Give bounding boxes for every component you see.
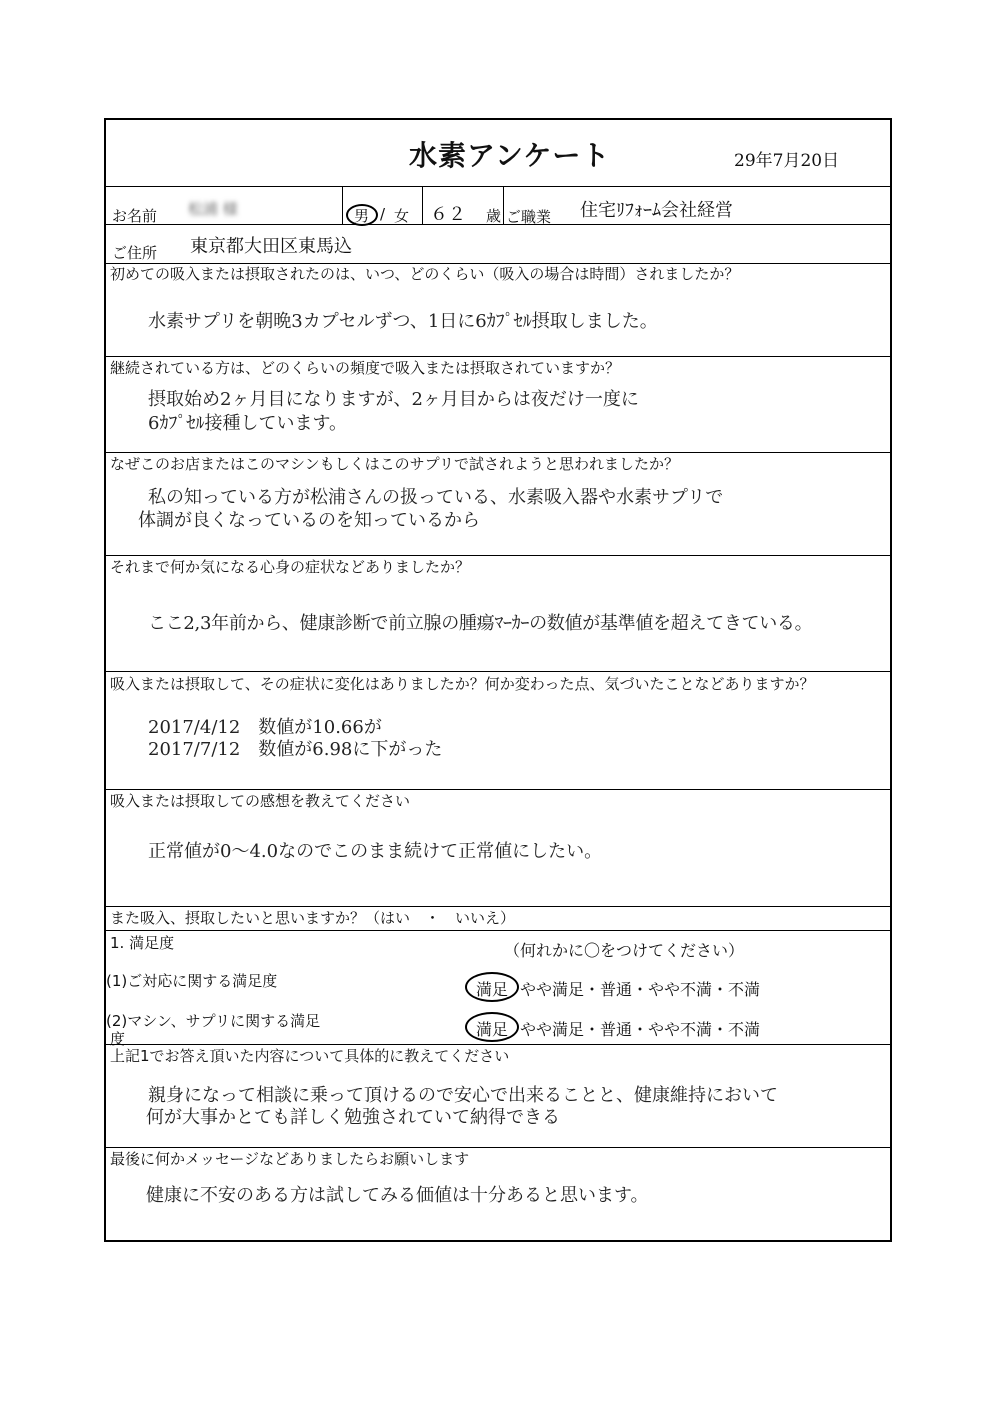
satisfaction-heading: 1. 満足度 <box>110 934 175 952</box>
answer-4-line-1: ここ2,3年前から、健康診断で前立腺の腫瘍ﾏｰｶｰの数値が基準値を超えてきている。 <box>148 613 813 634</box>
satisfaction-1-selected: 満足 <box>476 980 509 999</box>
occupation-label: ご職業 <box>506 208 552 226</box>
satisfaction-1-label: (1)ご対応に関する満足度 <box>106 972 278 990</box>
address-value: 東京都大田区東馬込 <box>190 236 352 257</box>
name-label: お名前 <box>112 207 158 225</box>
age-unit: 歳 <box>486 207 502 225</box>
message-question: 最後に何かメッセージなどありましたらお願いします <box>110 1150 470 1168</box>
satisfaction-instruction: （何れかに〇をつけてください） <box>504 941 745 960</box>
satisfaction-2-selected: 満足 <box>476 1020 509 1039</box>
question-2: 継続されている方は、どのくらいの頻度で吸入または摂取されていますか？ <box>110 359 621 377</box>
divider <box>106 224 890 225</box>
name-value: 松浦 様 <box>188 200 238 218</box>
answer-3-line-1: 私の知っている方が松浦さんの扱っている、水素吸入器や水素サプリで <box>148 487 724 508</box>
gender-male: 男 <box>354 207 370 225</box>
satisfaction-1-scale: やや満足・普通・やや不満・不満 <box>520 980 761 999</box>
satisfaction-2-label-line2: 度 <box>110 1030 126 1048</box>
name-value-redacted <box>188 198 238 219</box>
again-question: また吸入、摂取したいと思いますか？（はい ・ いいえ） <box>110 909 516 927</box>
divider <box>503 186 504 224</box>
divider <box>106 186 890 187</box>
question-3: なぜこのお店またはこのマシンもしくはこのサプリで試されようと思われましたか？ <box>110 455 680 473</box>
answer-3-line-2: 体調が良くなっているのを知っているから <box>138 510 480 531</box>
question-5: 吸入または摂取して、その症状に変化はありましたか？何か変わった点、気づいたことなどありますか？ <box>110 675 815 693</box>
details-question: 上記1でお答え頂いた内容について具体的に教えてください <box>110 1047 510 1065</box>
questionnaire-form <box>104 118 892 1242</box>
answer-1-line-1: 水素サプリを朝晩3カプセルずつ、1日に6ｶﾌﾟｾﾙ摂取しました。 <box>148 311 658 332</box>
question-6: 吸入または摂取しての感想を教えてください <box>110 792 411 810</box>
satisfaction-2-scale: やや満足・普通・やや不満・不満 <box>520 1020 761 1039</box>
answer-6-line-1: 正常値が0～4.0なのでこのまま続けて正常値にしたい。 <box>148 841 603 862</box>
gender-separator: / <box>380 205 386 223</box>
page-title: 水素アンケート <box>409 139 611 172</box>
answer-2-line-2: 6ｶﾌﾟｾﾙ接種しています。 <box>148 413 348 434</box>
divider <box>106 671 890 672</box>
address-label: ご住所 <box>112 244 158 262</box>
answer-2-line-1: 摂取始め2ヶ月目になりますが、2ヶ月目からは夜だけ一度に <box>148 389 639 410</box>
details-answer-line-2: 何が大事かとても詳しく勉強されていて納得できる <box>146 1107 560 1128</box>
gender-female: 女 <box>394 207 410 225</box>
divider <box>106 930 890 931</box>
answer-5-line-1: 2017/4/12 数値が10.66が <box>148 717 382 738</box>
satisfaction-2-label-line1: (2)マシン、サプリに関する満足 <box>106 1012 321 1030</box>
message-answer-line-1: 健康に不安のある方は試してみる価値は十分あると思います。 <box>146 1185 649 1206</box>
divider <box>342 186 343 224</box>
question-4: それまで何か気になる心身の症状などありましたか？ <box>110 558 471 576</box>
answer-5-line-2: 2017/7/12 数値が6.98に下がった <box>148 739 443 760</box>
occupation-value: 住宅ﾘﾌｫｰﾑ会社経営 <box>580 200 733 221</box>
survey-date: 29年7月20日 <box>734 151 840 171</box>
details-answer-line-1: 親身になって相談に乗って頂けるので安心で出来ることと、健康維持において <box>148 1085 778 1106</box>
age-value: ６２ <box>430 204 466 225</box>
question-1: 初めての吸入または摂取されたのは、いつ、どのくらい（吸入の場合は時間）されましたか？ <box>110 265 740 283</box>
divider <box>422 186 423 224</box>
